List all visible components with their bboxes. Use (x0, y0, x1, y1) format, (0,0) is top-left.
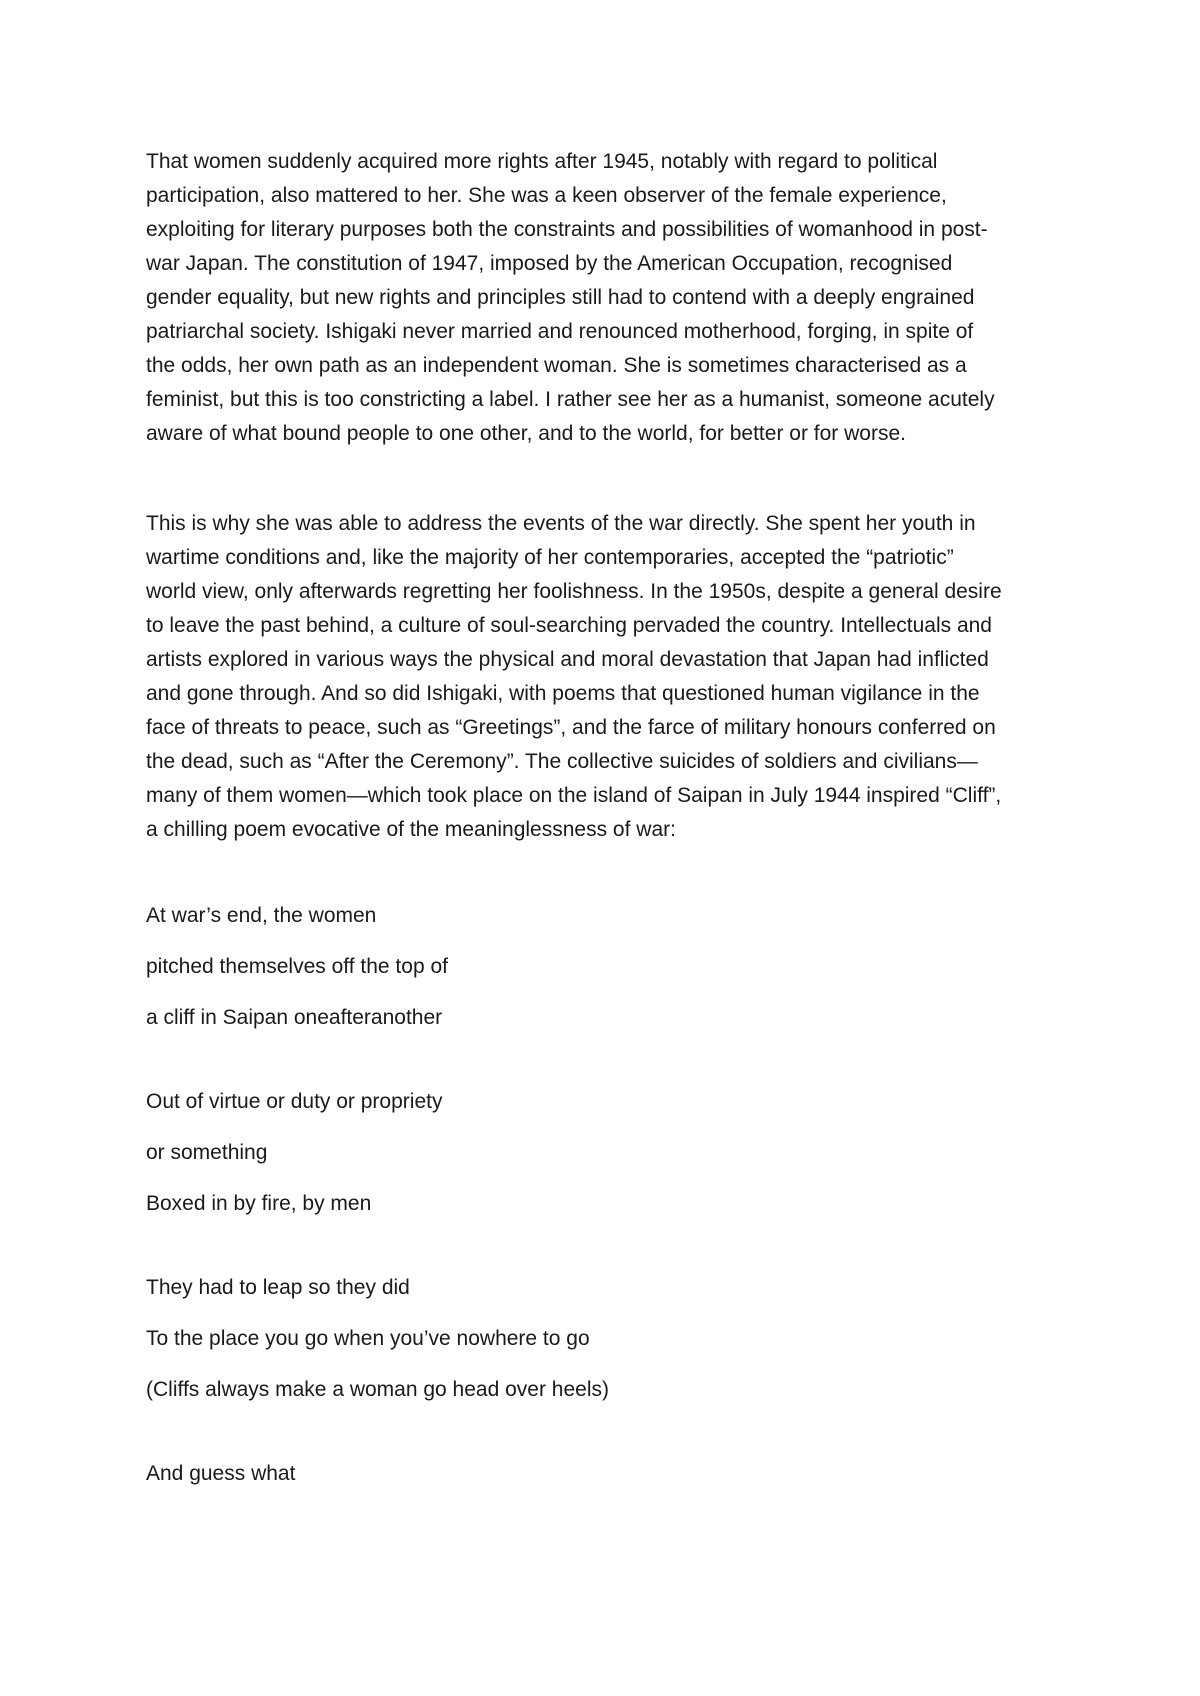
poem-stanza (146, 1271, 1066, 1407)
poem-line: a cliff in Saipan oneafteranother (146, 1006, 443, 1029)
text-line: a chilling poem evocative of the meaninglessness of war: (146, 818, 676, 841)
text-line: gender equality, but new rights and principles still had to contend with a deeply engrained (146, 286, 975, 309)
text-line: participation, also mattered to her. She was a keen observer of the female experience, (146, 184, 947, 207)
text-line: feminist, but this is too constricting a label. I rather see her as a humanist, someone acutely (146, 388, 995, 411)
text-line: That women suddenly acquired more rights after 1945, notably with regard to political (146, 150, 938, 173)
poem-stanza (146, 1457, 1066, 1491)
paragraph-war-events (146, 507, 1066, 847)
poem-line: Boxed in by fire, by men (146, 1192, 372, 1215)
text-line: exploiting for literary purposes both the constraints and possibilities of womanhood in post- (146, 218, 988, 241)
text-line: wartime conditions and, like the majority of her contemporaries, accepted the “patriotic” (146, 546, 954, 569)
poem-line: (Cliffs always make a woman go head over heels) (146, 1378, 609, 1401)
text-line: to leave the past behind, a culture of soul-searching pervaded the country. Intellectuals and (146, 614, 992, 637)
text-line: and gone through. And so did Ishigaki, with poems that questioned human vigilance in the (146, 682, 980, 705)
text-line: patriarchal society. Ishigaki never married and renounced motherhood, forging, in spite of (146, 320, 974, 343)
poem-line: Out of virtue or duty or propriety (146, 1090, 443, 1113)
poem-line: They had to leap so they did (146, 1276, 410, 1299)
poem-line: or something (146, 1141, 268, 1164)
poem-stanza (146, 1085, 1066, 1221)
poem-stanza (146, 899, 1066, 1035)
poem-cliff (146, 899, 1066, 1491)
poem-line: And guess what (146, 1462, 296, 1485)
poem-line: To the place you go when you’ve nowhere to go (146, 1327, 590, 1350)
text-line: face of threats to peace, such as “Greetings”, and the farce of military honours conferred on (146, 716, 996, 739)
text-line: This is why she was able to address the events of the war directly. She spent her youth in (146, 512, 976, 535)
text-line: the odds, her own path as an independent woman. She is sometimes characterised as a (146, 354, 967, 377)
text-line: many of them women—which took place on the island of Saipan in July 1944 inspired “Cliff”, (146, 784, 1002, 807)
poem-line: At war’s end, the women (146, 904, 377, 927)
paragraph-womens-rights (146, 145, 1066, 451)
poem-line: pitched themselves off the top of (146, 955, 448, 978)
text-line: world view, only afterwards regretting her foolishness. In the 1950s, despite a general desire (146, 580, 1002, 603)
text-line: the dead, such as “After the Ceremony”. The collective suicides of soldiers and civilians— (146, 750, 978, 773)
text-line: war Japan. The constitution of 1947, imposed by the American Occupation, recognised (146, 252, 953, 275)
document-body (146, 145, 1066, 1491)
text-line: aware of what bound people to one other, and to the world, for better or for worse. (146, 422, 906, 445)
text-line: artists explored in various ways the physical and moral devastation that Japan had inflicted (146, 648, 989, 671)
